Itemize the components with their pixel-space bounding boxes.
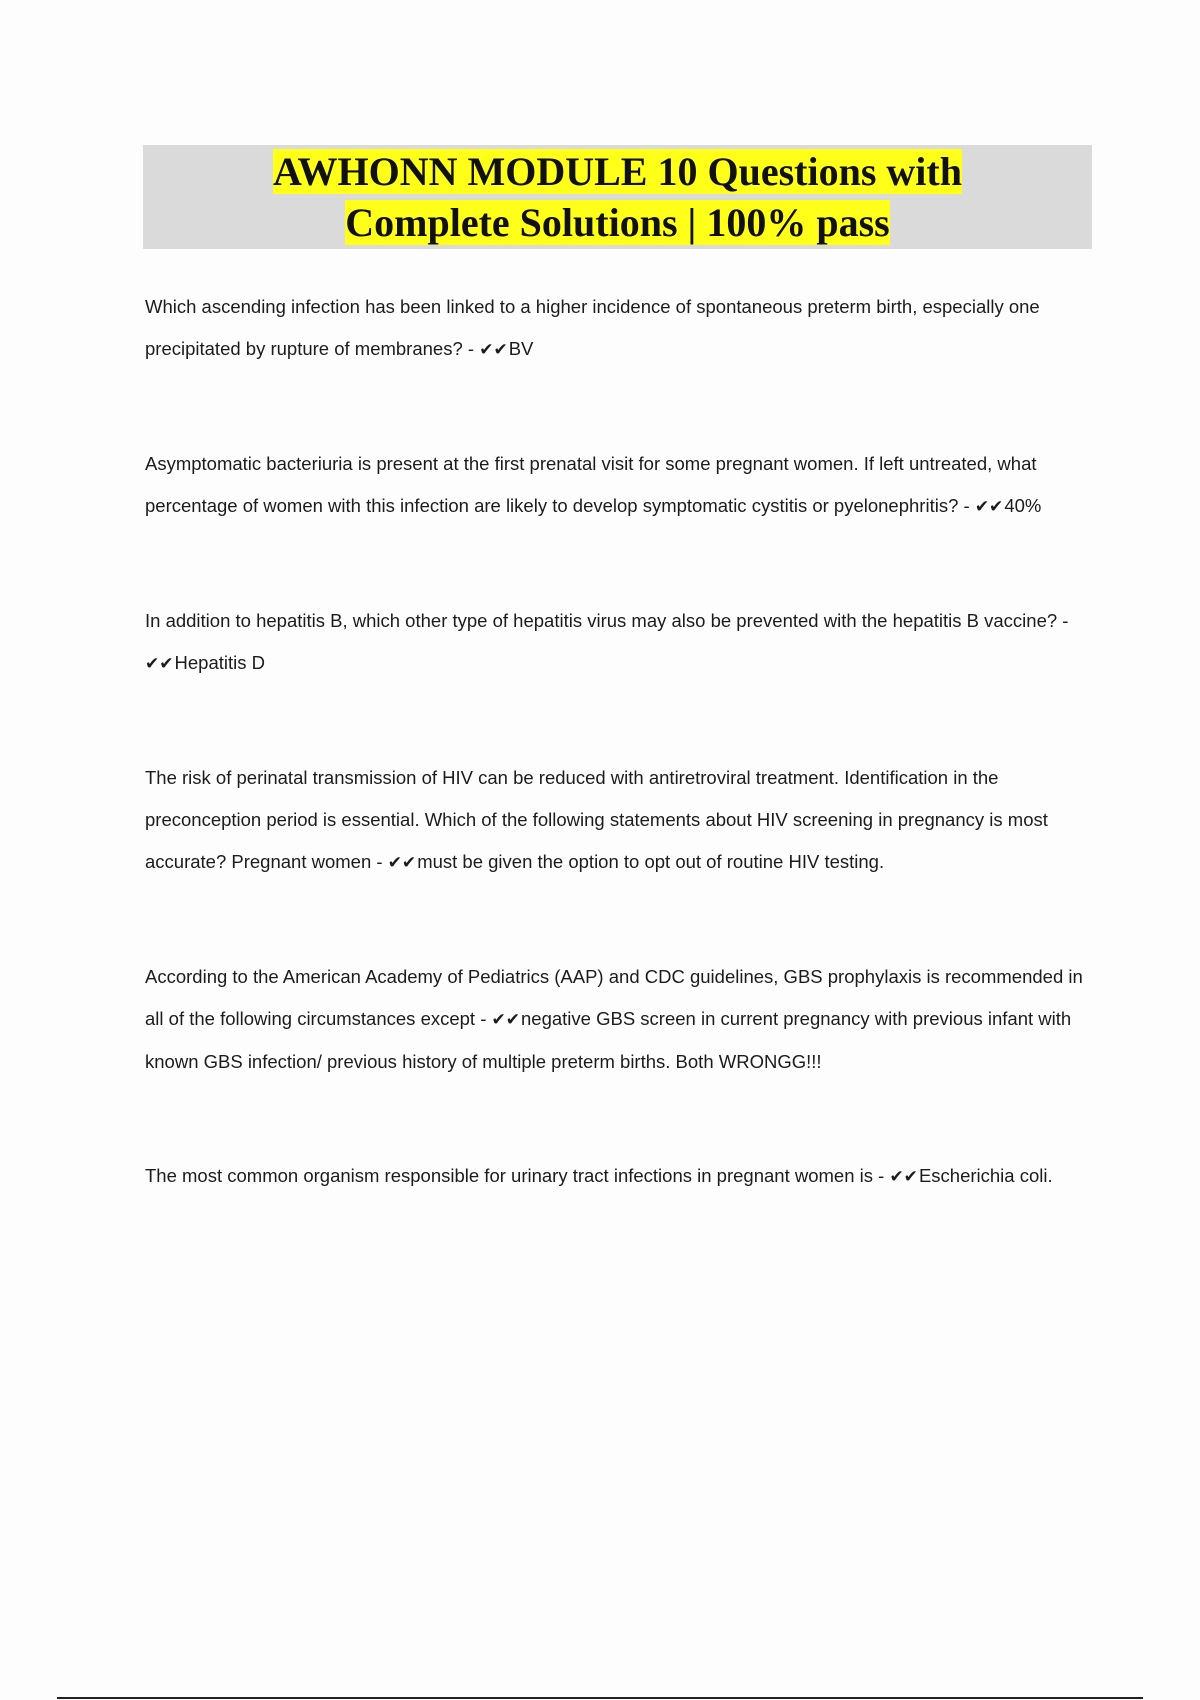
qa-item-2 bbox=[145, 443, 1085, 528]
title-line-1: AWHONN MODULE 10 Questions with bbox=[273, 149, 962, 194]
page-bottom-divider bbox=[57, 1697, 1143, 1699]
document-title bbox=[273, 146, 962, 248]
title-banner bbox=[143, 145, 1092, 249]
answer-text: ✔✔ Hepatitis D bbox=[145, 652, 265, 673]
qa-item-4 bbox=[145, 757, 1085, 884]
answer-text: ✔✔ must be given the option to opt out of routine HIV testing. bbox=[388, 851, 884, 872]
answer-text: ✔✔ negative GBS screen in current pregnancy with previous infant with known GBS infection/ previous history of multiple preterm births. Both WRONGG!!! bbox=[145, 1008, 1071, 1072]
title-line-2: Complete Solutions | 100% pass bbox=[345, 200, 890, 245]
question-text: The most common organism responsible for urinary tract infections in pregnant women is - bbox=[145, 1165, 890, 1186]
qa-list bbox=[145, 286, 1085, 1270]
qa-item-3 bbox=[145, 600, 1085, 685]
question-text: The risk of perinatal transmission of HIV can be reduced with antiretroviral treatment. Identification in the preconception period is essential. Which of the following statements about HIV screening in pregnancy is most accurate? Pregnant women - bbox=[145, 767, 1048, 872]
qa-item-1 bbox=[145, 286, 1085, 371]
qa-item-6 bbox=[145, 1155, 1085, 1198]
question-text: Asymptomatic bacteriuria is present at the first prenatal visit for some pregnant women. If left untreated, what percentage of women with this infection are likely to develop symptomatic cystitis or pyelonephritis? - bbox=[145, 453, 1037, 516]
answer-text: ✔✔ 40% bbox=[975, 495, 1042, 516]
question-text: According to the American Academy of Pediatrics (AAP) and CDC guidelines, GBS prophylaxis is recommended in all of the following circumstances except - bbox=[145, 966, 1083, 1029]
qa-item-5 bbox=[145, 956, 1085, 1083]
question-text: In addition to hepatitis B, which other type of hepatitis virus may also be prevented with the hepatitis B vaccine? - bbox=[145, 610, 1069, 631]
answer-text: ✔✔ BV bbox=[479, 338, 533, 359]
question-text: Which ascending infection has been linked to a higher incidence of spontaneous preterm birth, especially one precipitated by rupture of membranes? - bbox=[145, 296, 1040, 359]
answer-text: ✔✔ Escherichia coli. bbox=[889, 1165, 1052, 1186]
